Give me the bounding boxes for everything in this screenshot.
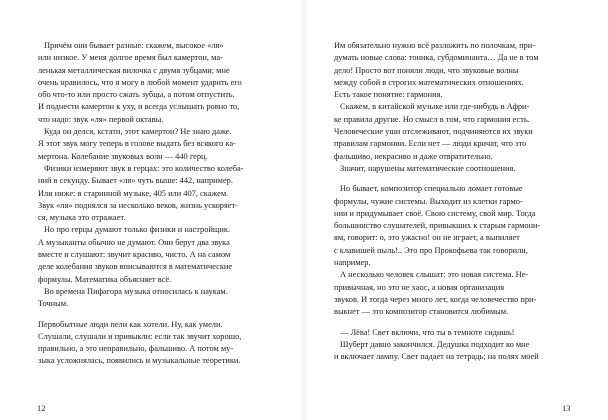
text-line: большинство слушателей, привыкших к старым гармони- — [334, 221, 541, 231]
text-line: А несколько человек слышат: это новая система. Не- — [340, 270, 529, 280]
text-line: ленькая металлическая вилочка с двумя зубцами; мне — [38, 65, 230, 75]
text-line: выкнет — это композитор становится любимым. — [334, 307, 509, 317]
text-line: Я этот звук могу теперь в голове выдать без всякого ка- — [38, 139, 236, 149]
text-line: Куда он делся, кстати, этот камертон? Не знаю даже. — [44, 127, 232, 137]
text-line: правильно, а это неправильно, фальшиво. А потом му- — [38, 344, 234, 354]
text-line: обо что-то или просто сжать зубцы, а потом отпустить. — [38, 90, 235, 100]
text-line: зыка усложнялась, появились и музыкальные теоретики. — [38, 356, 241, 366]
page-number: 13 — [562, 404, 571, 413]
text-line: фальшиво, некрасиво и даже отвратительно. — [334, 151, 493, 161]
text-line: что надо: звук «ля» первой октавы. — [38, 114, 164, 124]
text-line: нии и придумывает своё. Свою систему, свой мир. Тогда — [334, 208, 536, 218]
text-line: формулы. Математика объясняет всё. — [38, 274, 172, 284]
text-line: ям, говорит: о, это ужасно! он не играет, а выпиляет — [334, 233, 520, 243]
text-line: деле колебания звуков вписываются в математические — [38, 262, 233, 272]
text-line: и включает лампу. Свет падает на тетрадь; на полях моей — [334, 352, 539, 362]
text-line: с клавишей пыль!.. Это про Прокофьева так говорили, — [334, 245, 528, 255]
text-line: Физики измеряют звук в герцах: это количество колеба- — [44, 163, 244, 173]
text-line: А музыканты обычно не думают. Они берут два звука — [38, 237, 230, 247]
text-line: дело! Просто вот поняли люди, что звуковые волны — [334, 65, 519, 75]
text-line: — Лёва! Свет включи, что ты в темноте сидишь! — [340, 327, 515, 337]
text-line: Значит, нарушены математические соотношения. — [340, 163, 516, 173]
text-line: правилам гармонии. Если нет — люди кричат, что это — [334, 139, 527, 149]
text-line: думать новые слова: тоника, субдоминанта… Да не в том — [334, 53, 539, 63]
text-line: Человеческие уши отслеживают, подчиняются их звуки — [334, 127, 533, 137]
text-line: Скажем, в китайской музыке или где-нибудь в Афри- — [340, 102, 530, 112]
right-page — [304, 0, 608, 420]
text-line: Точным. — [38, 299, 69, 309]
text-line: Звук «ля» поднялся за несколько веков, жизнь ускоряет- — [38, 200, 238, 210]
text-line: Им обязательно нужно всё разложить по полочкам, при- — [334, 41, 536, 50]
text-line: ся, музыка это отражает. — [38, 213, 126, 223]
text-line: Шуберт давно закончился. Дедушка подходит ко мне — [340, 339, 530, 349]
text-line: И поднести камертон к уху, и всегда услышать ровно то, — [38, 102, 240, 112]
text-line: например. — [334, 258, 371, 268]
text-line: Во времена Пифагора музыка относилась к наукам. — [44, 286, 228, 296]
text-line: ке правила другие. Но смысл в том, что гармония есть. — [334, 114, 530, 124]
text-line: Но бывает, композитор специально ломает готовые — [340, 184, 523, 194]
text-line: Причём они бывает разные: скажем, высокое «ля» — [44, 41, 224, 50]
paragraph-gap — [334, 319, 582, 327]
left-page-text — [38, 40, 284, 368]
text-line: Первобытные люди пели как хотели. Ну, как умели. — [38, 319, 223, 329]
paragraph-gap — [334, 175, 582, 183]
page-number: 12 — [37, 404, 46, 413]
text-line: ний в секунду. Бывает «ля» чуть выше: 442, например. — [38, 176, 233, 186]
text-line: между собой в строгих математических отношениях. — [334, 77, 524, 87]
text-line: или низкое. У меня долгое время был камертон, ма- — [38, 53, 223, 63]
text-line: звуков. И тогда через много лет, когда человечество при- — [334, 294, 537, 304]
text-line: Есть такое понятие: гармония. — [334, 90, 443, 100]
text-line: Но про герцы думают только физики и настройщик. — [44, 225, 231, 235]
text-line: мертона. Колебание звуковых волн — 440 герц. — [38, 151, 208, 161]
text-line: привычная, но это не хаос, а новая организация — [334, 282, 505, 292]
text-line: Или ниже: в старинной музыке, 405 или 407, скажем. — [38, 188, 229, 198]
text-line: Слушали, слушали и привыкли: если так звучит хорошо, — [38, 331, 242, 341]
right-page-text — [334, 40, 582, 363]
paragraph-gap — [38, 311, 284, 319]
text-line: формулы, чужие системы. Выходит из клетки гармо- — [334, 196, 523, 206]
text-line: очень нравилось, что я могу в любой момент ударить его — [38, 77, 242, 87]
text-line: вместе и слушают: звучит красиво, чисто. А на самом — [38, 250, 231, 260]
